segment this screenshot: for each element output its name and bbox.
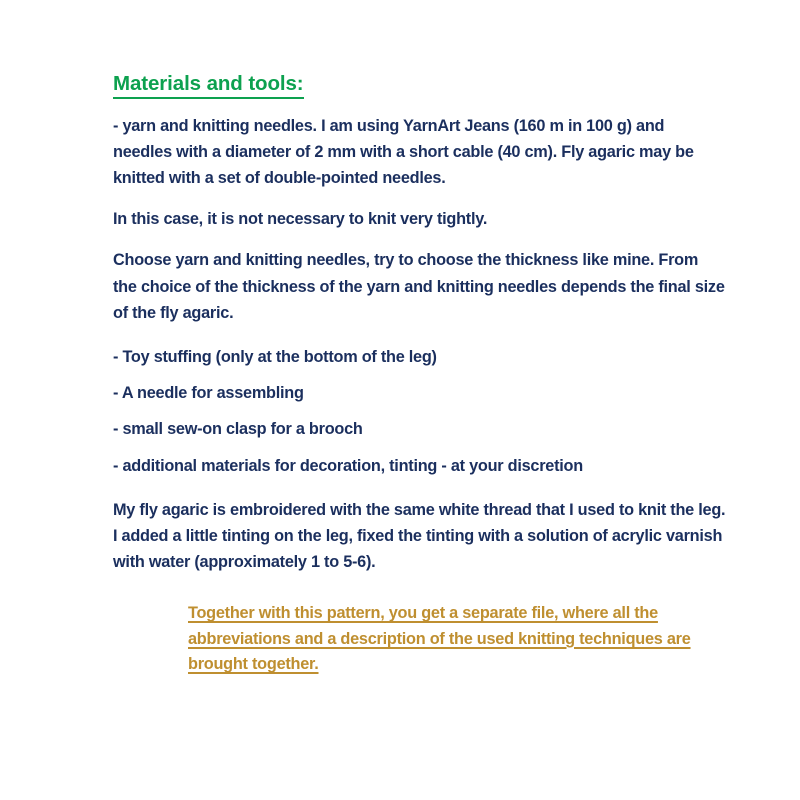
paragraph-knit-tightness: In this case, it is not necessary to knit very tightly. bbox=[113, 210, 488, 229]
page-title bbox=[113, 72, 726, 96]
paragraph-choose-yarn: Choose yarn and knitting needles, try to choose the thickness like mine. From the choice of the thickness of the yarn and knitting needles depends the final size of the fly agaric. bbox=[113, 251, 725, 322]
paragraph-yarn-needles: - yarn and knitting needles. I am using YarnArt Jeans (160 m in 100 g) and needles with a diameter of 2 mm with a short cable (40 cm). Fly agaric may be knitted with a set of double-pointed needles. bbox=[113, 116, 694, 187]
list-item: - additional materials for decoration, tinting - at your discretion bbox=[113, 456, 583, 475]
note-callout-text: Together with this pattern, you get a separate file, where all the abbreviations and a description of the used knitting techniques are brought together. bbox=[188, 604, 691, 674]
materials-list bbox=[113, 344, 726, 479]
list-item: - small sew-on clasp for a brooch bbox=[113, 420, 363, 439]
note-callout bbox=[188, 601, 718, 678]
page-title-text: Materials and tools: bbox=[113, 72, 304, 99]
list-item: - A needle for assembling bbox=[113, 384, 304, 403]
list-item: - Toy stuffing (only at the bottom of the leg) bbox=[113, 347, 437, 366]
paragraph-closing: My fly agaric is embroidered with the same white thread that I used to knit the leg. I added a little tinting on the leg, fixed the tinting with a solution of acrylic varnish with water (approximately 1 to 5-6). bbox=[113, 500, 726, 572]
